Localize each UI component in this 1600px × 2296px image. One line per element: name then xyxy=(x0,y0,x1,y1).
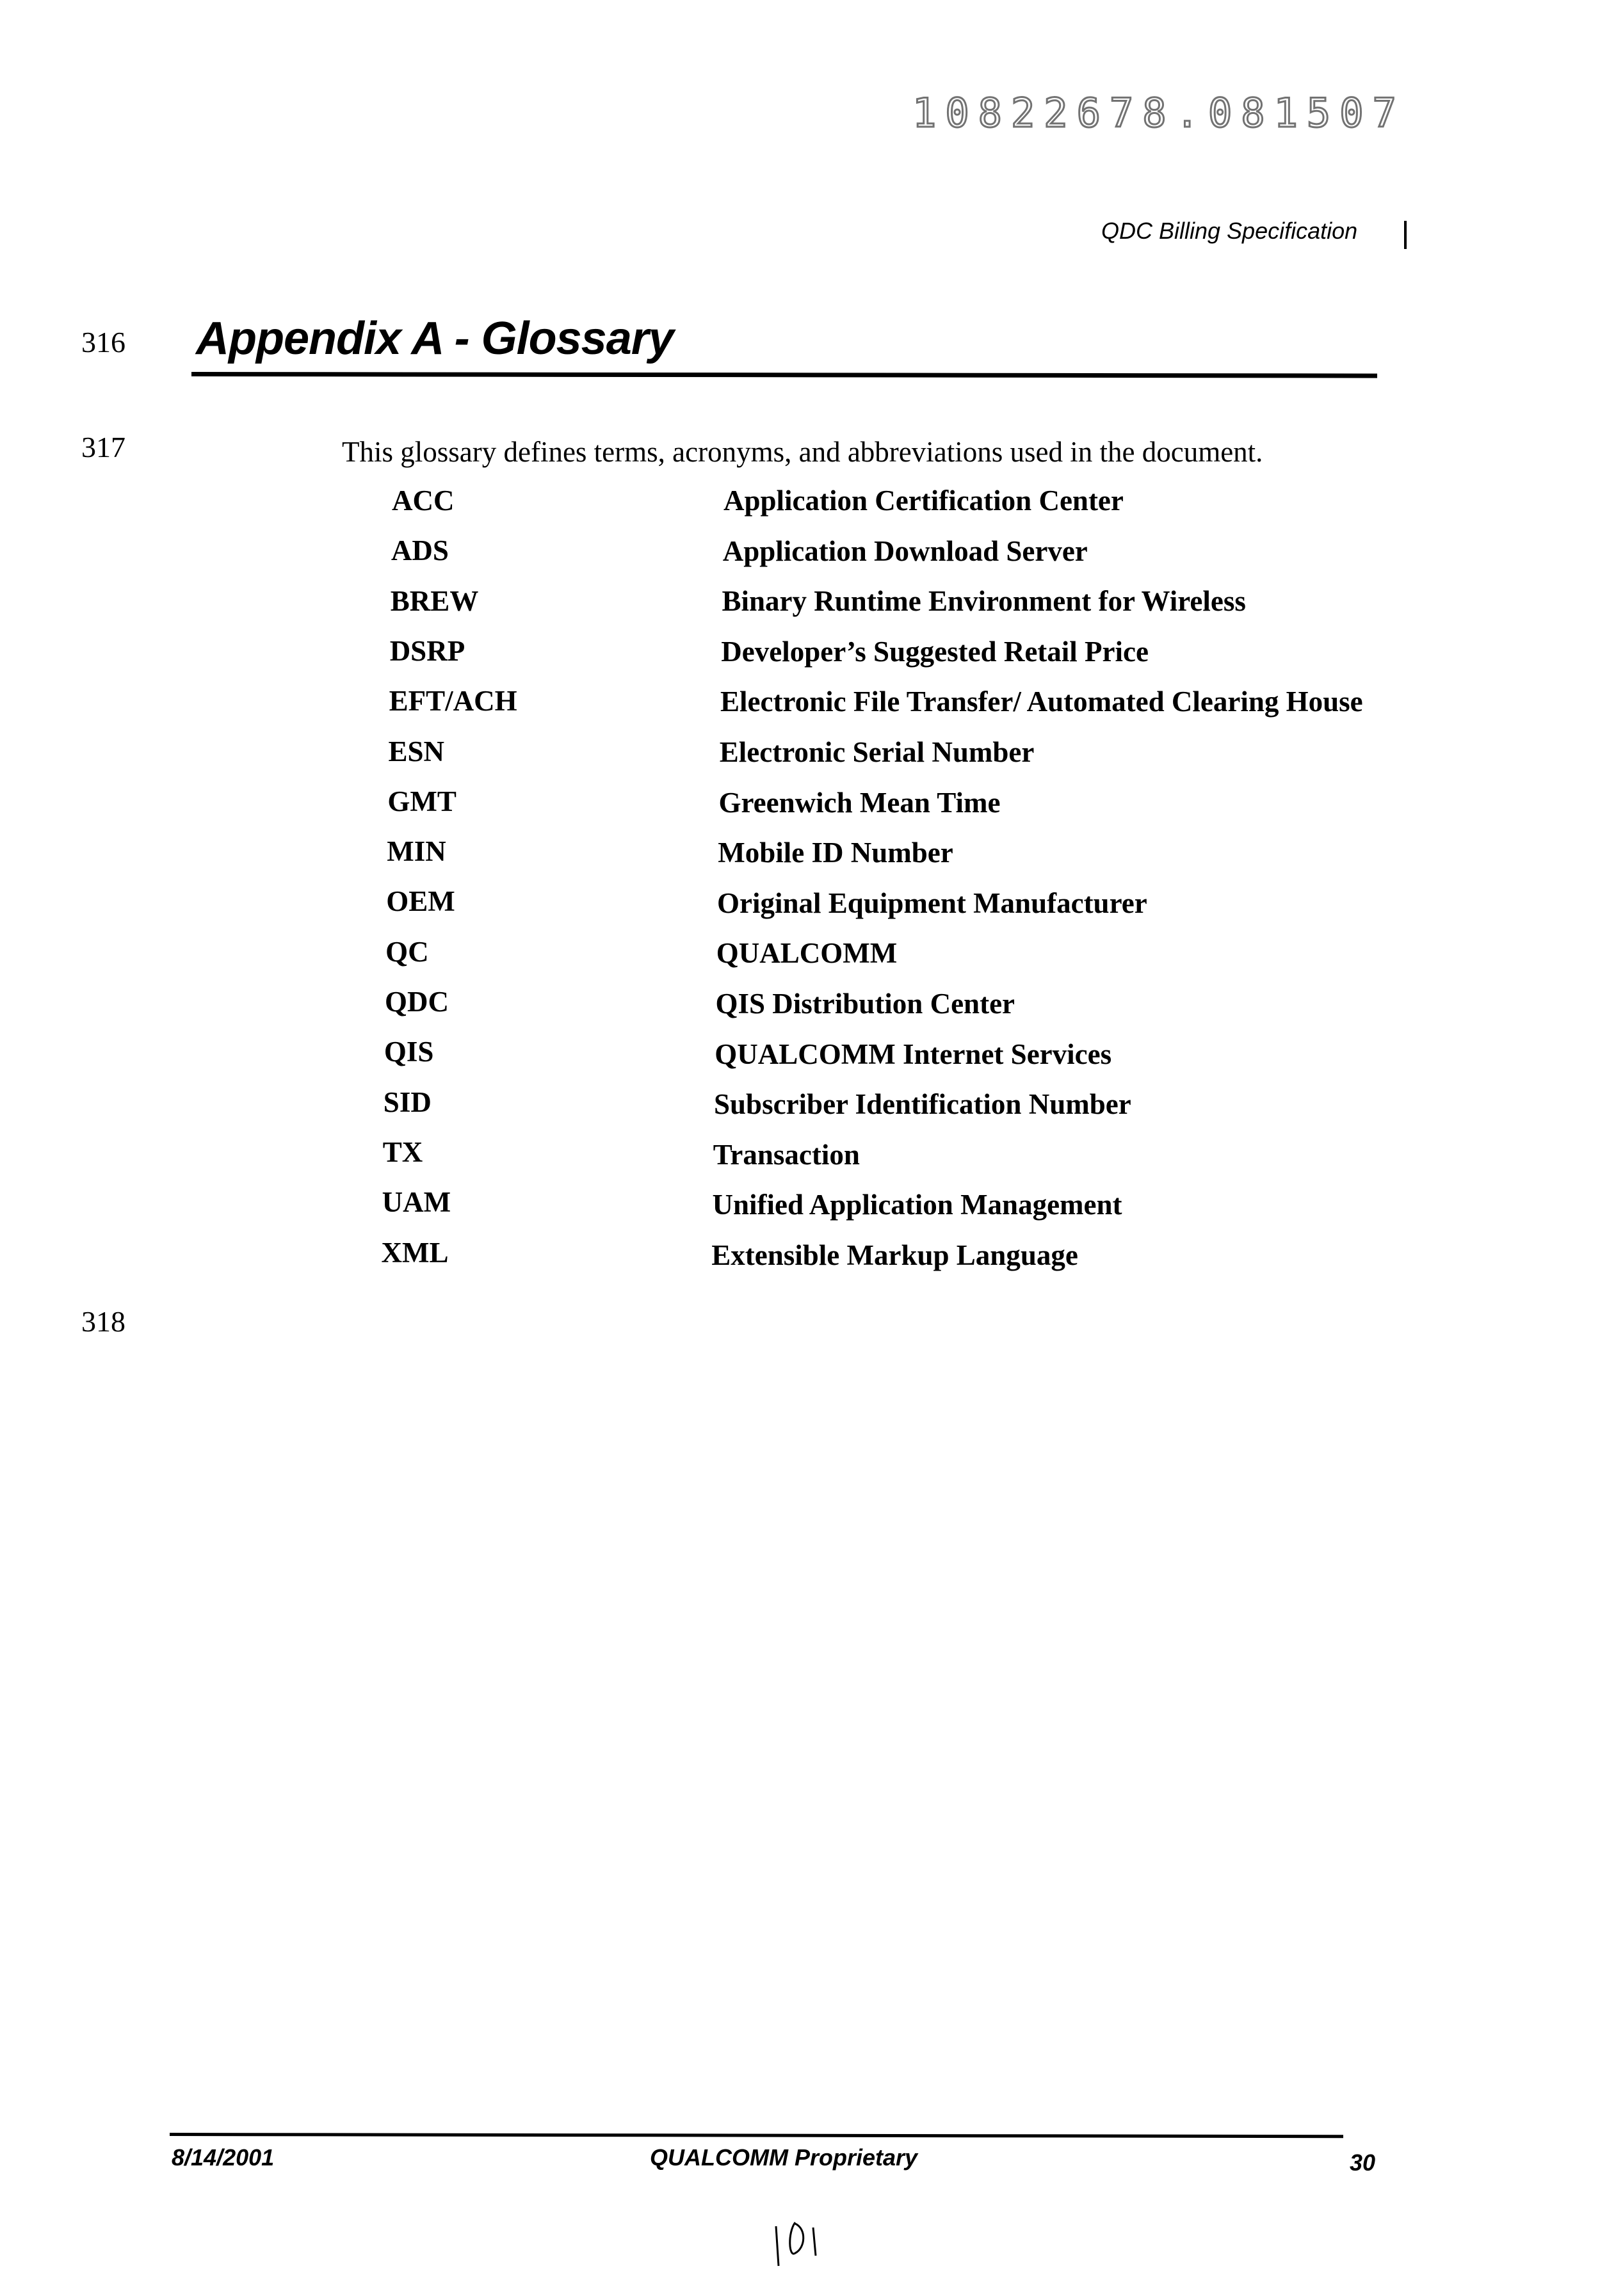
glossary-definition: Binary Runtime Environment for Wireless xyxy=(722,584,1246,618)
glossary-definition: QIS Distribution Center xyxy=(716,987,1015,1020)
glossary-definition: Unified Application Management xyxy=(713,1188,1122,1221)
glossary-term: TX xyxy=(383,1136,423,1169)
glossary-definition: Transaction xyxy=(713,1138,860,1171)
glossary-definition: Electronic Serial Number xyxy=(720,735,1035,769)
glossary-definition: Application Certification Center xyxy=(723,484,1124,517)
glossary-term: SID xyxy=(384,1086,432,1119)
page-title: Appendix A - Glossary xyxy=(196,312,674,365)
glossary-term: ACC xyxy=(392,484,455,517)
footer-proprietary: QUALCOMM Proprietary xyxy=(650,2144,917,2171)
running-header: QDC Billing Specification xyxy=(1101,218,1357,245)
glossary-term: QIS xyxy=(384,1035,434,1068)
glossary-term: QDC xyxy=(385,985,449,1018)
glossary-term: XML xyxy=(382,1236,449,1269)
glossary-definition: Mobile ID Number xyxy=(718,836,953,869)
line-number: 316 xyxy=(81,325,125,359)
glossary-term: MIN xyxy=(387,835,446,868)
glossary-definition: Developer’s Suggested Retail Price xyxy=(721,635,1149,668)
glossary-definition: Application Download Server xyxy=(723,534,1088,568)
glossary-definition: Extensible Markup Language xyxy=(711,1239,1078,1272)
glossary-term: UAM xyxy=(382,1185,451,1219)
footer-date: 8/14/2001 xyxy=(172,2144,274,2171)
glossary-term: QC xyxy=(385,935,429,968)
glossary-term: ADS xyxy=(391,534,449,567)
document-stamp-number: 10822678.081507 xyxy=(912,90,1405,136)
glossary-term: BREW xyxy=(391,584,479,618)
glossary-term: DSRP xyxy=(390,634,465,668)
footer-rule xyxy=(170,2133,1343,2138)
glossary-definition: Subscriber Identification Number xyxy=(714,1088,1131,1121)
handwritten-note xyxy=(768,2220,852,2271)
line-number: 318 xyxy=(81,1305,125,1338)
glossary-definition: Electronic File Transfer/ Automated Clearing House xyxy=(720,685,1363,718)
glossary-term: EFT/ACH xyxy=(389,684,517,718)
glossary-term: ESN xyxy=(389,735,445,768)
change-bar xyxy=(1404,221,1407,249)
title-underline xyxy=(191,372,1377,378)
glossary-definition: Greenwich Mean Time xyxy=(719,786,1001,819)
glossary-term: GMT xyxy=(387,785,457,818)
glossary-definition: QUALCOMM xyxy=(716,936,897,970)
glossary-definition: Original Equipment Manufacturer xyxy=(717,887,1147,920)
glossary-definition: QUALCOMM Internet Services xyxy=(715,1038,1111,1071)
intro-paragraph: This glossary defines terms, acronyms, and abbreviations used in the document. xyxy=(342,435,1263,469)
glossary-term: OEM xyxy=(386,885,455,918)
footer-page-number: 30 xyxy=(1350,2149,1375,2176)
line-number: 317 xyxy=(81,430,125,464)
